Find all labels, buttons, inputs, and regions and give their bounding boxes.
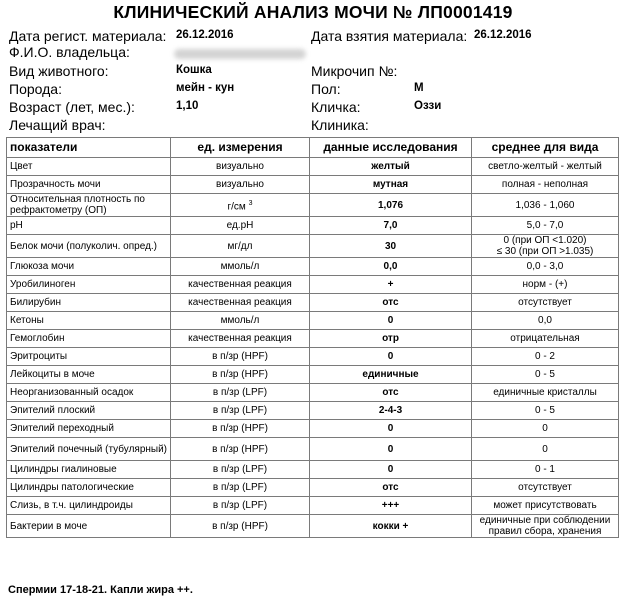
header-row-species: [0, 63, 626, 82]
age-value: 1,10: [176, 100, 199, 112]
reference-range: отсутствует: [472, 294, 619, 312]
header-row-breed: [0, 81, 626, 100]
unit: в п/зр (LPF): [171, 497, 310, 515]
reference-line: правил сбора, хранения: [488, 526, 602, 537]
column-header: показатели: [7, 138, 171, 158]
results-table: [6, 137, 619, 538]
result-value: 0: [310, 461, 472, 479]
result-value: 2-4-3: [310, 402, 472, 420]
indicator-name: Уробилиноген: [7, 276, 171, 294]
table-row: [7, 258, 619, 276]
result-value: отс: [310, 384, 472, 402]
unit: [171, 194, 310, 217]
unit: в п/зр (LPF): [171, 384, 310, 402]
table-row: [7, 479, 619, 497]
redacted-owner-name: [174, 49, 306, 59]
result-value: мутная: [310, 176, 472, 194]
reference-range: норм - (+): [472, 276, 619, 294]
clinic-label: Клиника:: [311, 117, 369, 133]
indicator-name: Бактерии в моче: [7, 515, 171, 538]
reg-date-value: 26.12.2016: [176, 29, 234, 41]
result-value: 0,0: [310, 258, 472, 276]
table-row: [7, 438, 619, 461]
table-row: [7, 366, 619, 384]
reference-range: полная - неполная: [472, 176, 619, 194]
column-header: среднее для вида: [472, 138, 619, 158]
header-row-owner: [0, 44, 626, 63]
indicator-name: Билирубин: [7, 294, 171, 312]
indicator-name: Прозрачность мочи: [7, 176, 171, 194]
sex-label: Пол:: [311, 81, 341, 97]
result-value: +: [310, 276, 472, 294]
indicator-name: Глюкоза мочи: [7, 258, 171, 276]
unit: ммоль/л: [171, 258, 310, 276]
column-header: ед. измерения: [171, 138, 310, 158]
indicator-name: Цвет: [7, 158, 171, 176]
result-value: +++: [310, 497, 472, 515]
unit: мг/дл: [171, 235, 310, 258]
unit: качественная реакция: [171, 294, 310, 312]
indicator-name: pH: [7, 217, 171, 235]
reference-range: [472, 515, 619, 538]
result-value: 7,0: [310, 217, 472, 235]
unit: в п/зр (LPF): [171, 461, 310, 479]
result-value: отр: [310, 330, 472, 348]
reference-range: 0,0: [472, 312, 619, 330]
result-value: 0: [310, 420, 472, 438]
table-row: [7, 420, 619, 438]
unit: в п/зр (LPF): [171, 402, 310, 420]
result-value: 30: [310, 235, 472, 258]
reference-range: 0 - 5: [472, 402, 619, 420]
result-value: единичные: [310, 366, 472, 384]
table-row: [7, 330, 619, 348]
taken-date-label: Дата взятия материала:: [311, 28, 468, 44]
indicator-name: Эпителий почечный (тубулярный): [7, 438, 171, 461]
table-row: [7, 217, 619, 235]
nickname-label: Кличка:: [311, 99, 361, 115]
reference-range: отрицательная: [472, 330, 619, 348]
reference-range: [472, 235, 619, 258]
species-label: Вид животного:: [9, 63, 109, 79]
age-label: Возраст (лет, мес.):: [9, 99, 135, 115]
reference-range: 0: [472, 438, 619, 461]
reference-range: 0: [472, 420, 619, 438]
sex-value: М: [414, 82, 424, 94]
reg-date-label: Дата регист. материала:: [9, 28, 167, 44]
result-value: кокки +: [310, 515, 472, 538]
table-header-row: [7, 138, 619, 158]
reference-line: единичные при соблюдении: [479, 515, 611, 526]
breed-label: Порода:: [9, 81, 62, 97]
table-row: [7, 348, 619, 366]
unit-superscript: 3: [248, 199, 253, 207]
nickname-value: Оззи: [414, 100, 442, 112]
unit: ед.pH: [171, 217, 310, 235]
reference-range: отсутствует: [472, 479, 619, 497]
unit: ммоль/л: [171, 312, 310, 330]
reference-range: 0,0 - 3,0: [472, 258, 619, 276]
table-row: [7, 276, 619, 294]
indicator-name: Гемоглобин: [7, 330, 171, 348]
unit: визуально: [171, 158, 310, 176]
column-header: данные исследования: [310, 138, 472, 158]
indicator-name: Белок мочи (полуколич. опред.): [7, 235, 171, 258]
reference-range: 0 - 5: [472, 366, 619, 384]
table-row: [7, 235, 619, 258]
table-row: [7, 384, 619, 402]
table-row: [7, 461, 619, 479]
table-row: [7, 158, 619, 176]
document-title: КЛИНИЧЕСКИЙ АНАЛИЗ МОЧИ № ЛП0001419: [113, 2, 513, 22]
breed-value: мейн - кун: [176, 82, 235, 94]
result-value: 0: [310, 438, 472, 461]
result-value: 1,076: [310, 194, 472, 217]
reference-line: 0 (при ОП <1.020): [503, 235, 587, 246]
result-value: желтый: [310, 158, 472, 176]
unit: в п/зр (LPF): [171, 479, 310, 497]
reference-range: 1,036 - 1,060: [472, 194, 619, 217]
indicator-name: Неорганизованный осадок: [7, 384, 171, 402]
reference-range: светло-желтый - желтый: [472, 158, 619, 176]
unit: в п/зр (HPF): [171, 366, 310, 384]
taken-date-value: 26.12.2016: [474, 29, 532, 41]
indicator-name: Слизь, в т.ч. цилиндроиды: [7, 497, 171, 515]
header-row-age: [0, 99, 626, 118]
reference-line: ≤ 30 (при ОП >1.035): [496, 246, 594, 257]
result-value: 0: [310, 312, 472, 330]
table-row: [7, 515, 619, 538]
owner-label: Ф.И.О. владельца:: [9, 44, 130, 60]
indicator-name: Эритроциты: [7, 348, 171, 366]
table-row: [7, 294, 619, 312]
unit-text: г/см: [227, 201, 246, 213]
doctor-label: Лечащий врач:: [9, 117, 106, 133]
unit: в п/зр (HPF): [171, 438, 310, 461]
reference-range: может присутствовать: [472, 497, 619, 515]
indicator-name: Цилиндры гиалиновые: [7, 461, 171, 479]
footer-note: Спермии 17-18-21. Капли жира ++.: [8, 584, 193, 596]
table-row: [7, 312, 619, 330]
indicator-name: Относительная плотность по рефрактометру (ОП): [7, 194, 171, 217]
result-value: отс: [310, 294, 472, 312]
unit: в п/зр (HPF): [171, 515, 310, 538]
reference-range: 0 - 2: [472, 348, 619, 366]
unit: качественная реакция: [171, 330, 310, 348]
unit: качественная реакция: [171, 276, 310, 294]
unit: в п/зр (HPF): [171, 348, 310, 366]
result-value: отс: [310, 479, 472, 497]
indicator-name: Эпителий переходный: [7, 420, 171, 438]
table-row: [7, 194, 619, 217]
indicator-name: Эпителий плоский: [7, 402, 171, 420]
reference-range: 0 - 1: [472, 461, 619, 479]
reference-range: 5,0 - 7,0: [472, 217, 619, 235]
indicator-name: Кетоны: [7, 312, 171, 330]
unit: в п/зр (HPF): [171, 420, 310, 438]
indicator-name: Лейкоциты в моче: [7, 366, 171, 384]
indicator-name: Цилиндры патологические: [7, 479, 171, 497]
table-row: [7, 402, 619, 420]
header-row-doctor: [0, 117, 626, 136]
result-value: 0: [310, 348, 472, 366]
reference-range: единичные кристаллы: [472, 384, 619, 402]
table-row: [7, 497, 619, 515]
species-value: Кошка: [176, 64, 212, 76]
unit: визуально: [171, 176, 310, 194]
table-row: [7, 176, 619, 194]
chip-label: Микрочип №:: [311, 63, 398, 79]
